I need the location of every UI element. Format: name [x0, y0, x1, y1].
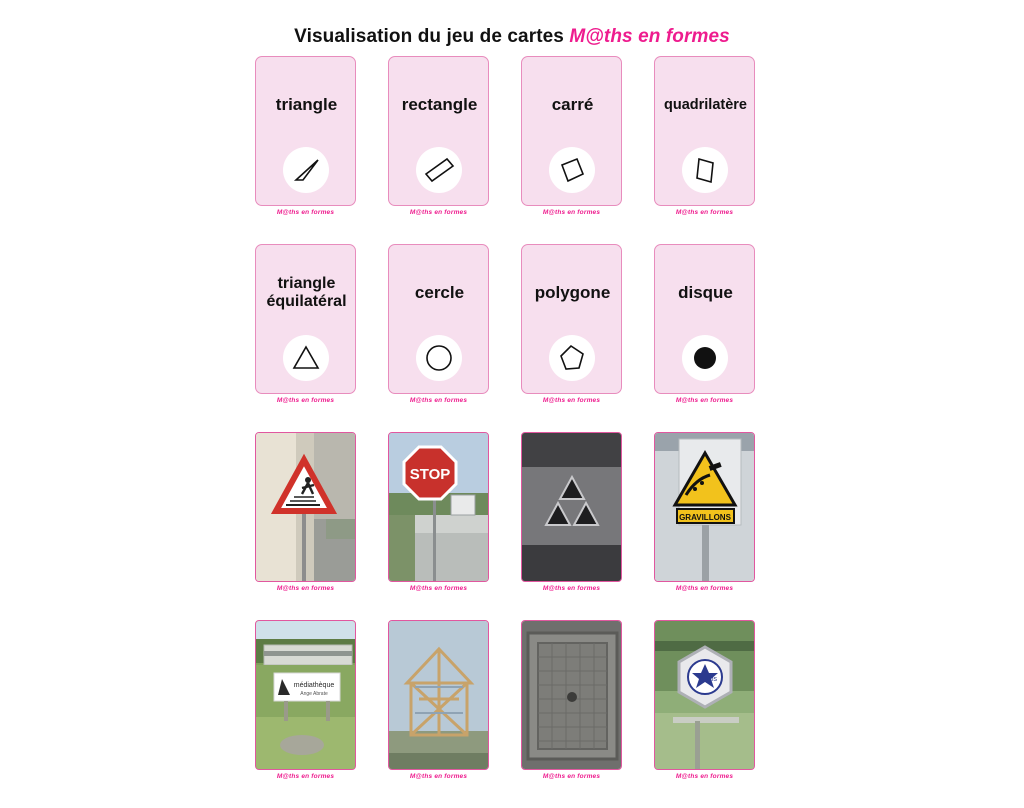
card-face[interactable] [388, 56, 489, 206]
card-label: quadrilatère [664, 96, 747, 113]
square-outline-icon [549, 147, 595, 193]
card-label: polygone [534, 283, 611, 303]
card-label: carré [551, 95, 594, 115]
card-caption: M@ths en formes [409, 397, 468, 404]
card-caption: M@ths en formes [675, 209, 734, 216]
card-face[interactable] [654, 56, 755, 206]
card-caption: M@ths en formes [675, 397, 734, 404]
card-lytis-sign[interactable] [654, 620, 755, 780]
circle-outline-icon [416, 335, 462, 381]
card-rectangle[interactable] [388, 56, 489, 216]
card-caption: M@ths en formes [542, 773, 601, 780]
card-face[interactable] [255, 620, 356, 770]
card-wooden-frame[interactable] [388, 620, 489, 780]
equilateral-triangle-icon [283, 335, 329, 381]
card-caption: M@ths en formes [409, 209, 468, 216]
card-carre[interactable] [521, 56, 622, 216]
card-caption: M@ths en formes [542, 397, 601, 404]
quadrilateral-outline-icon [682, 147, 728, 193]
card-face[interactable] [255, 56, 356, 206]
card-polygone[interactable] [521, 244, 622, 404]
gravillons-sign-photo [655, 433, 754, 581]
svg-text:Ange Abrate: Ange Abrate [300, 691, 328, 697]
svg-text:GRAVILLONS: GRAVILLONS [679, 513, 731, 522]
cards-grid [255, 56, 775, 808]
cards-row [255, 620, 775, 780]
stop-sign-photo [389, 433, 488, 581]
card-pedestrian-sign[interactable] [255, 432, 356, 592]
pedestrian-crossing-sign-photo [256, 433, 355, 581]
card-gravillons-sign[interactable] [654, 432, 755, 592]
filled-disc-icon [682, 335, 728, 381]
card-stop-sign[interactable] [388, 432, 489, 592]
rectangle-outline-icon [416, 147, 462, 193]
card-face[interactable] [255, 244, 356, 394]
lytis-sign-photo [655, 621, 754, 769]
svg-text:lytis: lytis [704, 676, 718, 683]
card-label: triangle [275, 95, 338, 115]
card-disque[interactable] [654, 244, 755, 404]
polygon-outline-icon [549, 335, 595, 381]
card-face[interactable] [521, 56, 622, 206]
card-caption: M@ths en formes [409, 773, 468, 780]
cards-row [255, 432, 775, 592]
svg-text:STOP: STOP [409, 466, 451, 483]
card-face[interactable] [521, 432, 622, 582]
card-caption: M@ths en formes [276, 773, 335, 780]
card-face[interactable] [388, 244, 489, 394]
card-mitsubishi-logo[interactable] [521, 432, 622, 592]
mediatheque-sign-photo [256, 621, 355, 769]
manhole-cover-photo [522, 621, 621, 769]
card-triangle-equilateral[interactable] [255, 244, 356, 404]
card-cercle[interactable] [388, 244, 489, 404]
card-manhole-cover[interactable] [521, 620, 622, 780]
card-quadrilatere[interactable] [654, 56, 755, 216]
card-caption: M@ths en formes [542, 585, 601, 592]
card-face[interactable] [521, 620, 622, 770]
card-face[interactable] [255, 432, 356, 582]
card-label: cercle [414, 283, 465, 303]
mitsubishi-logo-photo [522, 433, 621, 581]
card-face[interactable] [388, 620, 489, 770]
card-caption: M@ths en formes [675, 773, 734, 780]
card-face[interactable] [654, 620, 755, 770]
card-caption: M@ths en formes [276, 209, 335, 216]
card-mediatheque-sign[interactable] [255, 620, 356, 780]
card-label: disque [678, 283, 733, 303]
triangle-outline-icon [283, 147, 329, 193]
card-caption: M@ths en formes [409, 585, 468, 592]
card-label: triangle équilatéral [266, 275, 347, 310]
wooden-frame-photo [389, 621, 488, 769]
page-title-brand: M@ths en formes [569, 26, 730, 47]
card-caption: M@ths en formes [276, 585, 335, 592]
card-face[interactable] [388, 432, 489, 582]
cards-row [255, 244, 775, 404]
card-triangle[interactable] [255, 56, 356, 216]
page-title-main: Visualisation du jeu de cartes [294, 26, 570, 47]
card-label: rectangle [401, 95, 478, 115]
card-caption: M@ths en formes [542, 209, 601, 216]
card-caption: M@ths en formes [276, 397, 335, 404]
card-face[interactable] [654, 432, 755, 582]
svg-text:médiathèque: médiathèque [293, 682, 335, 689]
cards-row [255, 56, 775, 216]
page-title [0, 26, 1024, 48]
card-face[interactable] [654, 244, 755, 394]
card-caption: M@ths en formes [675, 585, 734, 592]
card-face[interactable] [521, 244, 622, 394]
